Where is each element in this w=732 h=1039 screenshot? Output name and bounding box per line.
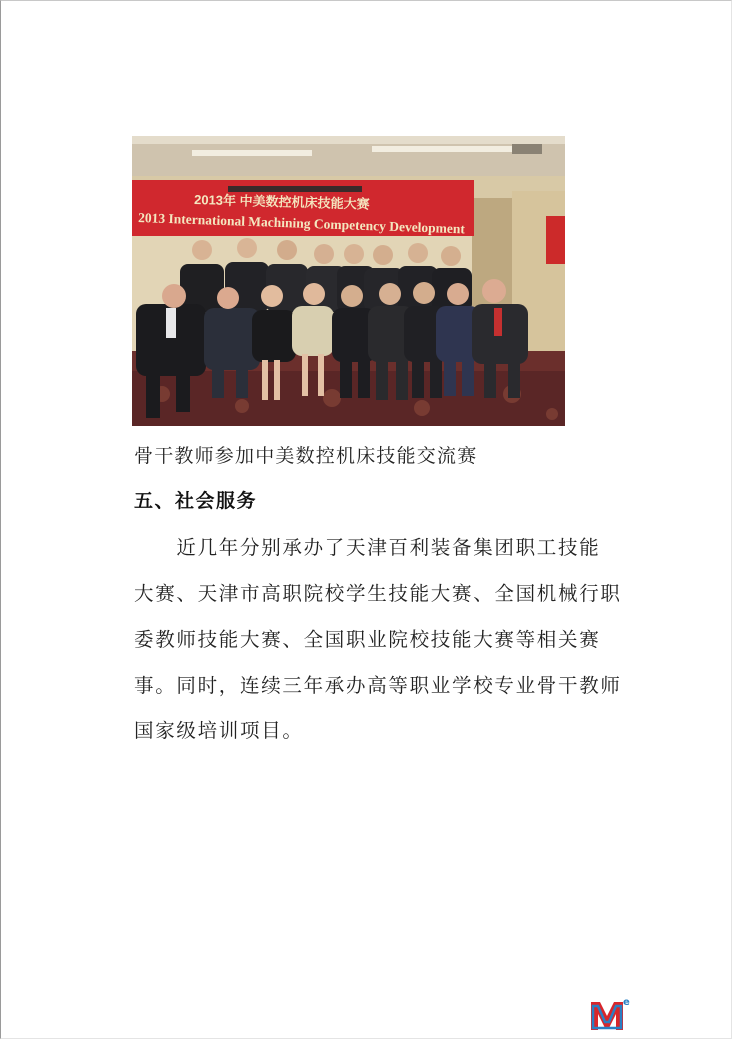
paragraph-line: 近几年分别承办了天津百利装备集团职工技能	[134, 536, 601, 559]
banner-title-cn: 2013年 中美数控机床技能大赛	[193, 192, 370, 212]
paragraph-line: 事。同时，连续三年承办高等职业学校专业骨干教师	[134, 674, 622, 697]
banner-title-en: 2013 International Machining Competency Development	[137, 210, 466, 237]
brand-logo-icon	[589, 996, 633, 1032]
paragraph-line: 大赛、天津市高职院校学生技能大赛、全国机械行职	[134, 582, 622, 605]
paragraph-line: 委教师技能大赛、全国职业院校技能大赛等相关赛	[134, 628, 601, 651]
paragraph-line: 国家级培训项目。	[134, 719, 304, 742]
svg-text:e: e	[623, 997, 630, 1008]
section-heading: 五、社会服务	[134, 490, 258, 512]
group-photo	[132, 136, 565, 426]
photo-caption: 骨干教师参加中美数控机床技能交流赛	[134, 445, 478, 467]
